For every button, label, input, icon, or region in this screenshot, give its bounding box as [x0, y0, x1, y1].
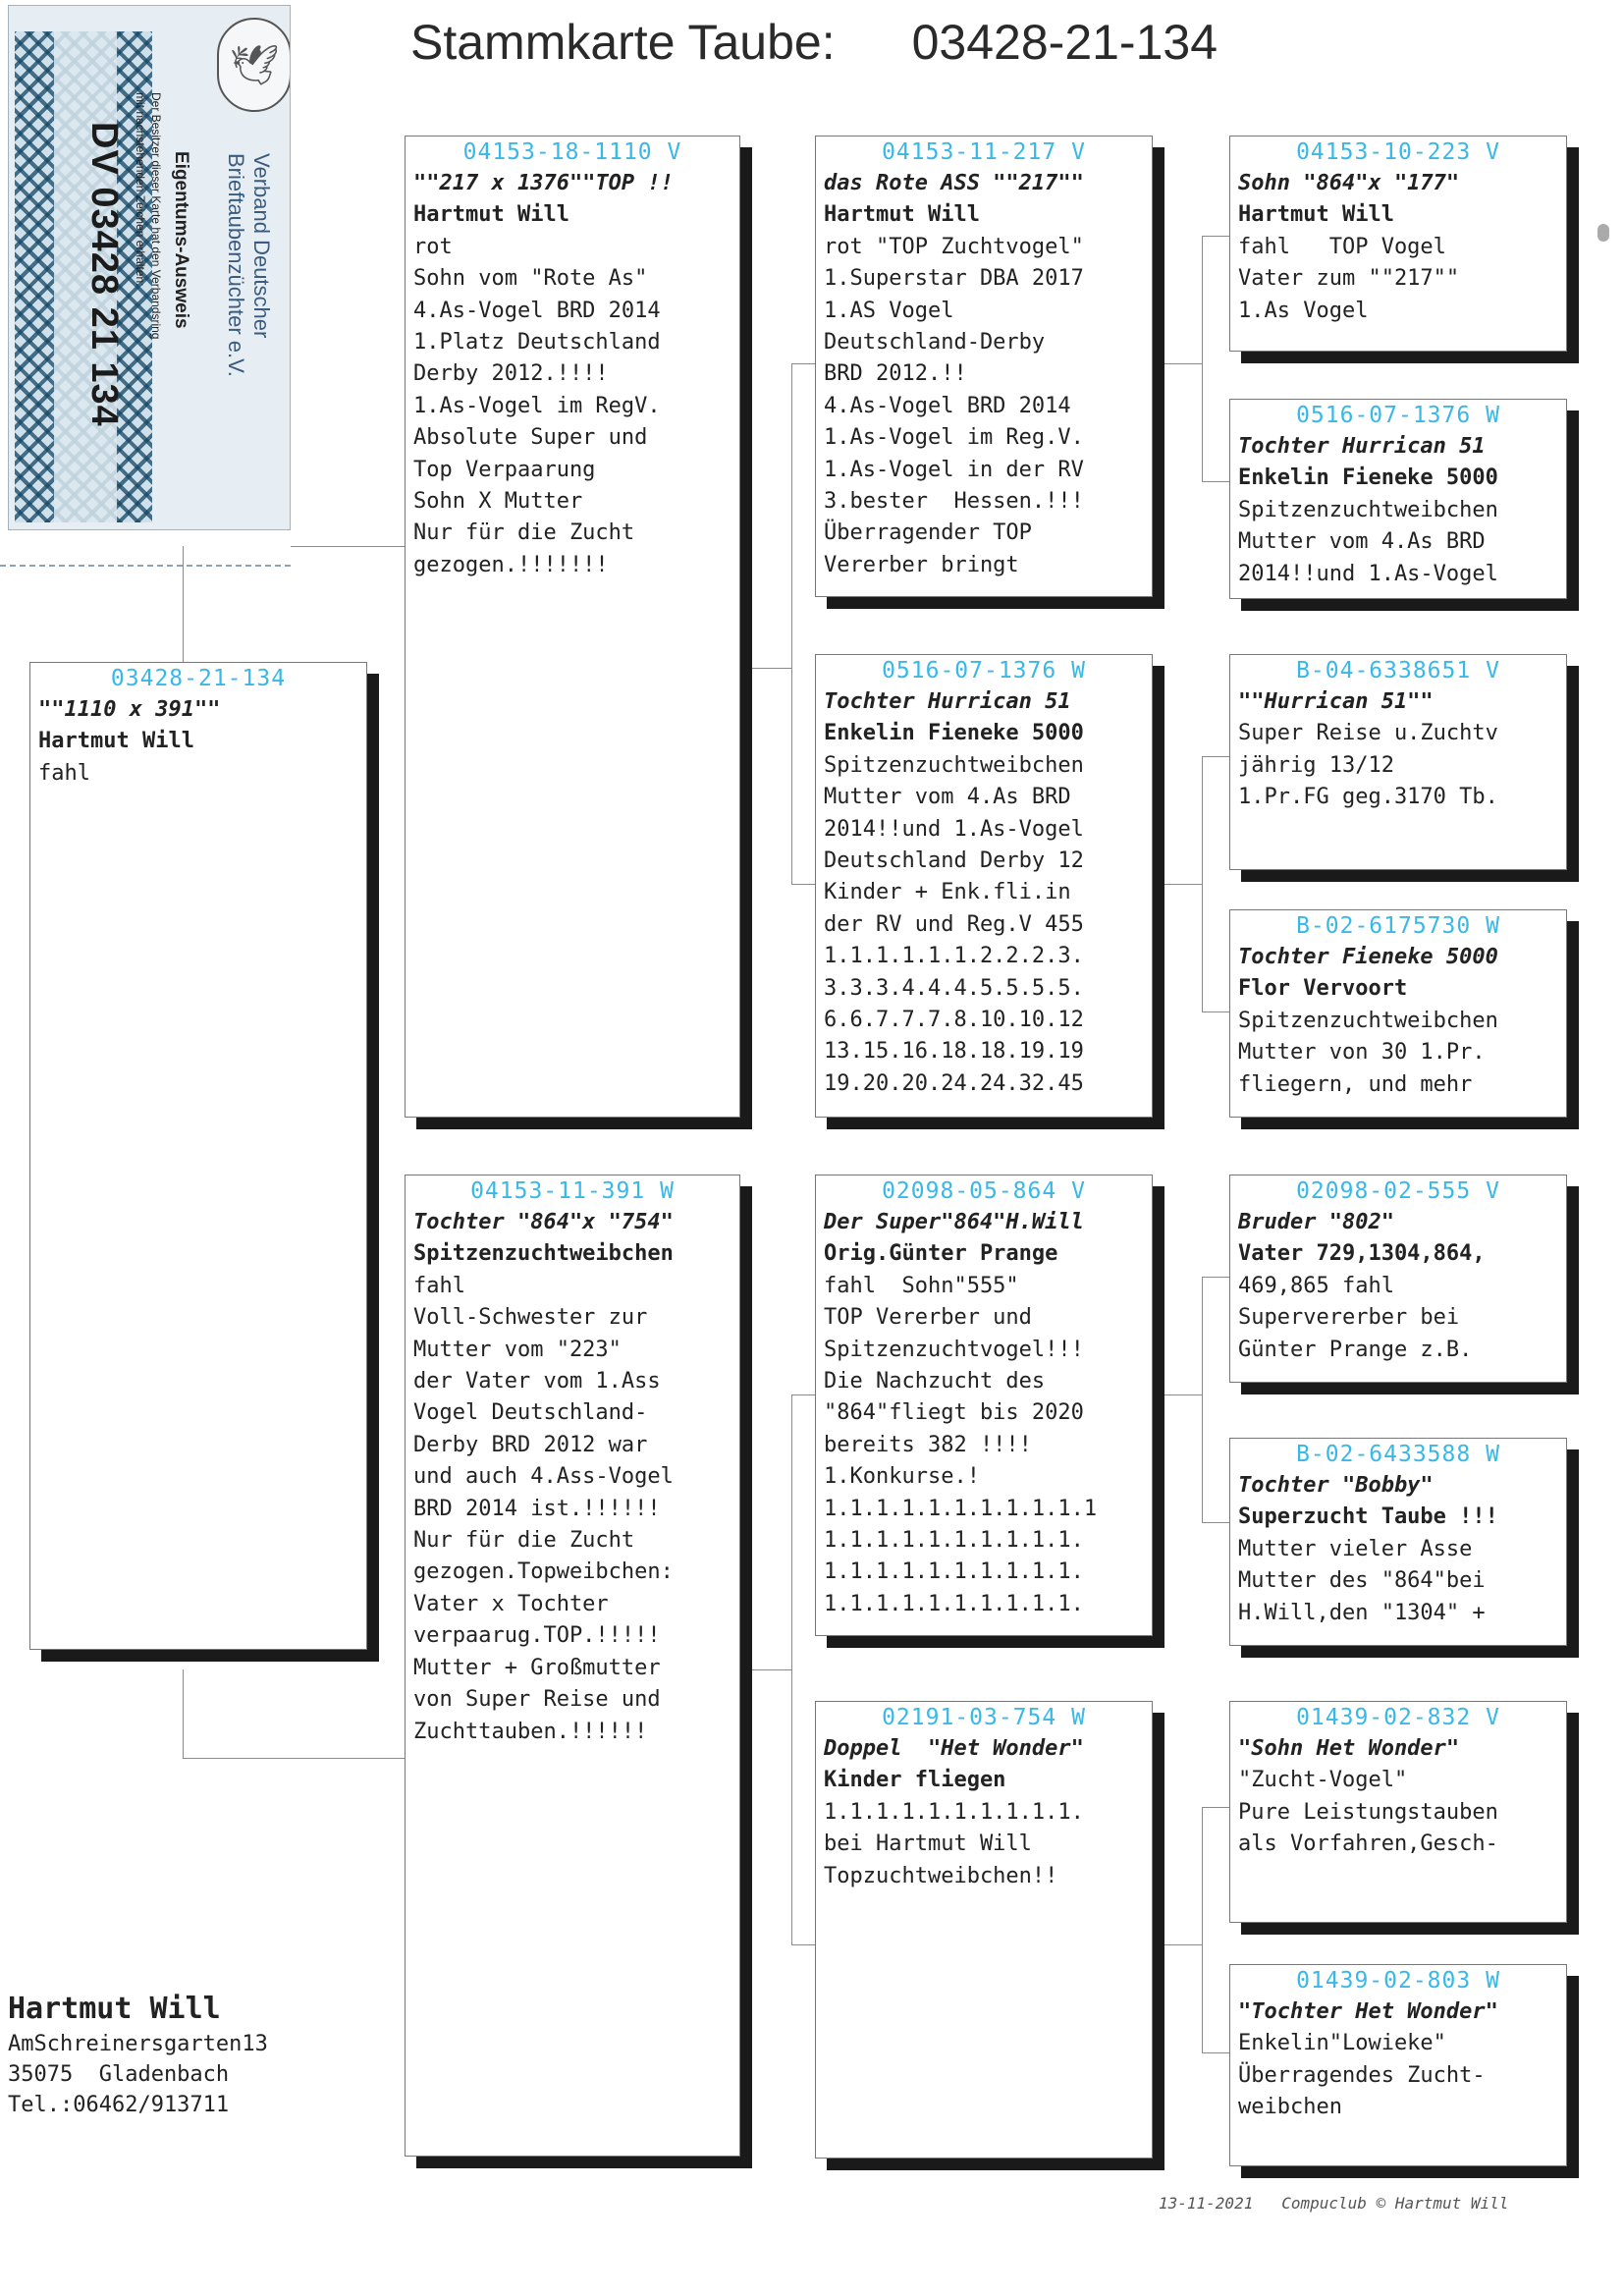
note-line: und auch 4.Ass-Vogel [413, 1464, 674, 1490]
note-line: 1.Superstar DBA 2017 [824, 266, 1084, 292]
note-line: Vater zum ""217"" [1238, 266, 1460, 292]
note-line: jährig 13/12 [1238, 752, 1394, 778]
note-line: Deutschland-Derby [824, 330, 1046, 355]
note-line: Spitzenzuchtvogel!!! [824, 1337, 1084, 1362]
ring-number: 04153-11-391 W [470, 1178, 675, 1204]
pedigree-box-dss [1229, 1175, 1567, 1383]
note-line: Mutter von 30 1.Pr. [1238, 1040, 1486, 1066]
pigeon-name: das Rote ASS ""217"" [824, 171, 1084, 195]
pigeon-notes [1238, 718, 1558, 813]
note-line: 1.1.1.1.1.1.1.1.1.1. [824, 1799, 1084, 1825]
pigeon-notes [1238, 232, 1558, 327]
pigeon-owner: Hartmut Will [1238, 202, 1394, 228]
note-line: fahl [413, 1273, 465, 1298]
ring-number: 01439-02-803 W [1296, 1968, 1500, 1994]
breeder-address [8, 1990, 268, 2120]
note-line: gezogen.!!!!!!! [413, 552, 609, 577]
ring-number: 04153-18-1110 V [462, 139, 682, 165]
note-line: 1.1.1.1.1.1.1.1.1.1. [824, 1528, 1084, 1554]
card-ring-number: DV 03428 21 134 [83, 122, 125, 427]
note-line: 469,865 fahl [1238, 1273, 1394, 1298]
note-line: der RV und Reg.V 455 [824, 911, 1084, 937]
pigeon-notes [824, 1797, 1144, 1892]
note-line: Vogel Deutschland- [413, 1400, 648, 1426]
note-line: fahl [38, 760, 90, 786]
ring-number: 02098-02-555 V [1296, 1178, 1500, 1204]
note-line: Mutter + Großmutter [413, 1655, 661, 1680]
ring-number: B-04-6338651 V [1296, 658, 1500, 683]
pedigree-box-sire-sire [815, 136, 1153, 597]
note-line: 2014!!und 1.As-Vogel [1238, 561, 1498, 586]
note-line: Mutter vieler Asse [1238, 1536, 1473, 1561]
card-note-line: mit nachstehenden Zeichen erhalten: [134, 92, 147, 287]
note-line: Günter Prange z.B. [1238, 1337, 1473, 1362]
note-line: bei Hartmut Will [824, 1831, 1032, 1857]
note-line: Derby 2012.!!!! [413, 361, 609, 387]
breeder-city: 35075 Gladenbach [8, 2062, 230, 2087]
ring-number: 02098-05-864 V [882, 1178, 1086, 1204]
note-line: als Vorfahren,Gesch- [1238, 1831, 1498, 1857]
pigeon-name: Tochter Hurrican 51 [824, 689, 1071, 714]
note-line: Mutter vom 4.As BRD [1238, 529, 1486, 555]
pigeon-notes [824, 232, 1144, 581]
note-line: 6.6.7.7.7.8.10.10.12 [824, 1008, 1084, 1033]
note-line: 1.As-Vogel im Reg.V. [824, 425, 1084, 451]
card-note [133, 92, 164, 339]
pigeon-name: "Sohn Het Wonder" [1238, 1736, 1460, 1761]
pedigree-box-sdd [1229, 909, 1567, 1118]
pigeon-name: ""1110 x 391"" [38, 697, 221, 722]
note-line: Sohn vom "Rote As" [413, 266, 648, 292]
pigeon-owner: Kinder fliegen [824, 1768, 1006, 1793]
note-line: der Vater vom 1.Ass [413, 1369, 661, 1394]
card-association [223, 153, 274, 377]
note-line: 19.20.20.24.24.32.45 [824, 1070, 1084, 1096]
note-line: Absolute Super und [413, 425, 648, 451]
note-line: BRD 2014 ist.!!!!!! [413, 1496, 661, 1521]
note-line: Zuchttauben.!!!!!! [413, 1719, 648, 1744]
note-line: Spitzenzuchtweibchen [1238, 497, 1498, 522]
breeder-name: Hartmut Will [8, 1992, 221, 2026]
pedigree-box-ssd [1229, 399, 1567, 599]
note-line: Überragender TOP [824, 520, 1032, 546]
note-line: BRD 2012.!! [824, 361, 967, 387]
note-line: H.Will,den "1304" + [1238, 1600, 1486, 1625]
print-footer [1159, 2194, 1508, 2213]
note-line: "864"fliegt bis 2020 [824, 1400, 1084, 1426]
pedigree-box-sss [1229, 136, 1567, 352]
dove-logo-icon: 🕊 [217, 18, 291, 112]
ring-number: 04153-10-223 V [1296, 139, 1500, 165]
note-line: Überragendes Zucht- [1238, 2062, 1486, 2088]
note-line: Topzuchtweibchen!! [824, 1863, 1058, 1888]
ring-number: 0516-07-1376 W [882, 658, 1086, 683]
ring-number: 04153-11-217 V [882, 139, 1086, 165]
scan-mark [1597, 224, 1609, 242]
pigeon-name: Tochter Hurrican 51 [1238, 434, 1486, 459]
title-label: Stammkarte Taube: [410, 15, 836, 70]
note-line: 1.1.1.1.1.1.1.1.1.1. [824, 1591, 1084, 1616]
pigeon-name: Doppel "Het Wonder" [824, 1736, 1084, 1761]
note-line: Vater x Tochter [413, 1591, 609, 1616]
note-line: 1.As-Vogel in der RV [824, 457, 1084, 482]
ownership-card [8, 5, 291, 530]
ring-number: B-02-6433588 W [1296, 1442, 1500, 1467]
note-line: Top Verpaarung [413, 457, 596, 482]
pedigree-box-dds [1229, 1701, 1567, 1923]
pigeon-owner: Spitzenzuchtweibchen [413, 1241, 674, 1267]
pigeon-name: Tochter Fieneke 5000 [1238, 945, 1498, 969]
note-line: Pure Leistungstauben [1238, 1799, 1498, 1825]
note-line: fliegern, und mehr [1238, 1071, 1473, 1097]
pigeon-notes [824, 750, 1144, 1100]
pigeon-notes [1238, 495, 1558, 590]
note-line: 2014!!und 1.As-Vogel [824, 816, 1084, 842]
note-line: 1.Platz Deutschland [413, 330, 661, 355]
pigeon-notes [1238, 2028, 1558, 2123]
pigeon-name: Tochter "Bobby" [1238, 1473, 1434, 1498]
print-date: 13-11-2021 [1159, 2194, 1254, 2213]
pigeon-owner: Enkelin Fieneke 5000 [1238, 465, 1498, 491]
page-title [410, 14, 1218, 71]
note-line: Enkelin"Lowieke" [1238, 2031, 1446, 2056]
note-line: 1.As-Vogel im RegV. [413, 393, 661, 418]
pedigree-box-dam [405, 1175, 740, 2157]
breeder-street: AmSchreinersgarten13 [8, 2032, 268, 2056]
note-line: Deutschland Derby 12 [824, 848, 1084, 874]
note-line: fahl Sohn"555" [824, 1273, 1019, 1298]
pigeon-notes [1238, 1534, 1558, 1629]
note-line: Spitzenzuchtweibchen [824, 752, 1084, 778]
pigeon-owner: Hartmut Will [413, 202, 569, 228]
pedigree-box-sire-dam [815, 654, 1153, 1118]
pigeon-notes [413, 1271, 731, 1748]
ring-number: 0516-07-1376 W [1296, 403, 1500, 428]
note-line: Derby BRD 2012 war [413, 1432, 648, 1457]
note-line: 4.As-Vogel BRD 2014 [824, 393, 1071, 418]
note-line: 3.bester Hessen.!!! [824, 489, 1084, 515]
association-line: Verband Deutscher [249, 153, 274, 339]
pedigree-box-main [29, 662, 367, 1650]
note-line: Die Nachzucht des [824, 1369, 1046, 1394]
note-line: Sohn X Mutter [413, 489, 583, 515]
pigeon-name: Bruder "802" [1238, 1210, 1394, 1234]
pigeon-name: Tochter "864"x "754" [413, 1210, 674, 1234]
pedigree-box-sds [1229, 654, 1567, 870]
pedigree-box-dam-dam [815, 1701, 1153, 2159]
pigeon-notes [1238, 1006, 1558, 1101]
note-line: 1.1.1.1.1.1.1.1.1.1. [824, 1559, 1084, 1585]
note-line: TOP Vererber und [824, 1305, 1032, 1331]
note-line: von Super Reise und [413, 1687, 661, 1713]
pedigree-box-dsd [1229, 1438, 1567, 1646]
note-line: verpaarug.TOP.!!!!! [413, 1623, 661, 1649]
pigeon-name: Sohn "864"x "177" [1238, 171, 1460, 195]
pigeon-notes [824, 1271, 1144, 1620]
pedigree-box-ddd [1229, 1964, 1567, 2166]
note-line: "Zucht-Vogel" [1238, 1768, 1408, 1793]
note-line: 1.Pr.FG geg.3170 Tb. [1238, 785, 1498, 810]
title-ring: 03428-21-134 [911, 15, 1218, 70]
pigeon-owner: Superzucht Taube !!! [1238, 1504, 1498, 1530]
note-line: 1.1.1.1.1.1.1.1.1.1.1 [824, 1496, 1098, 1521]
ring-number: 01439-02-832 V [1296, 1705, 1500, 1730]
note-line: Supervererber bei [1238, 1305, 1460, 1331]
note-line: rot "TOP Zuchtvogel" [824, 234, 1084, 259]
pigeon-owner: Enkelin Fieneke 5000 [824, 721, 1084, 746]
pigeon-owner: Vater 729,1304,864, [1238, 1241, 1486, 1267]
perforation-line [0, 565, 291, 567]
note-line: Nur für die Zucht [413, 1528, 635, 1554]
pigeon-notes [1238, 1271, 1558, 1366]
note-line: Vererber bringt [824, 552, 1019, 577]
association-line: Brieftaubenzüchter e.V. [224, 153, 248, 377]
card-note-line: Der Besitzer dieser Karte hat den Verbandsring [149, 92, 163, 340]
pigeon-name: ""217 x 1376""TOP !! [413, 171, 674, 195]
note-line: Voll-Schwester zur [413, 1305, 648, 1331]
note-line: 13.15.16.18.18.19.19 [824, 1039, 1084, 1065]
note-line: 1.1.1.1.1.1.2.2.2.3. [824, 944, 1084, 969]
note-line: 1.Konkurse.! [824, 1464, 980, 1490]
note-line: 1.As Vogel [1238, 298, 1369, 323]
note-line: Spitzenzuchtweibchen [1238, 1008, 1498, 1033]
pigeon-notes [1238, 1765, 1558, 1860]
card-heading: Eigentums-Ausweis [171, 151, 191, 329]
note-line: weibchen [1238, 2095, 1342, 2120]
pigeon-owner: Orig.Günter Prange [824, 1241, 1058, 1267]
note-line: bereits 382 !!!! [824, 1432, 1032, 1457]
pigeon-owner: Hartmut Will [824, 202, 980, 228]
ring-number: 02191-03-754 W [882, 1705, 1086, 1730]
note-line: fahl TOP Vogel [1238, 234, 1446, 259]
pigeon-notes [413, 232, 731, 581]
note-line: Mutter vom "223" [413, 1337, 622, 1362]
note-line: Mutter des "864"bei [1238, 1568, 1486, 1594]
copyright: Compuclub © Hartmut Will [1281, 2194, 1509, 2213]
note-line: 3.3.3.4.4.4.5.5.5.5. [824, 975, 1084, 1001]
pigeon-notes [38, 758, 358, 790]
pigeon-owner: Hartmut Will [38, 729, 194, 754]
pedigree-box-sire [405, 136, 740, 1118]
note-line: Kinder + Enk.fli.in [824, 880, 1071, 905]
ring-number: 03428-21-134 [110, 666, 287, 691]
note-line: Mutter vom 4.As BRD [824, 785, 1071, 810]
pedigree-box-dam-sire [815, 1175, 1153, 1636]
note-line: gezogen.Topweibchen: [413, 1559, 674, 1585]
note-line: rot [413, 234, 453, 259]
pigeon-name: ""Hurrican 51"" [1238, 689, 1434, 714]
note-line: 1.AS Vogel [824, 298, 954, 323]
breeder-phone: Tel.:06462/913711 [8, 2093, 230, 2117]
pigeon-owner: Flor Vervoort [1238, 976, 1408, 1002]
note-line: Super Reise u.Zuchtv [1238, 721, 1498, 746]
ring-number: B-02-6175730 W [1296, 913, 1500, 939]
note-line: 4.As-Vogel BRD 2014 [413, 298, 661, 323]
pigeon-name: Der Super"864"H.Will [824, 1210, 1084, 1234]
note-line: Nur für die Zucht [413, 520, 635, 546]
pigeon-name: "Tochter Het Wonder" [1238, 1999, 1498, 2024]
